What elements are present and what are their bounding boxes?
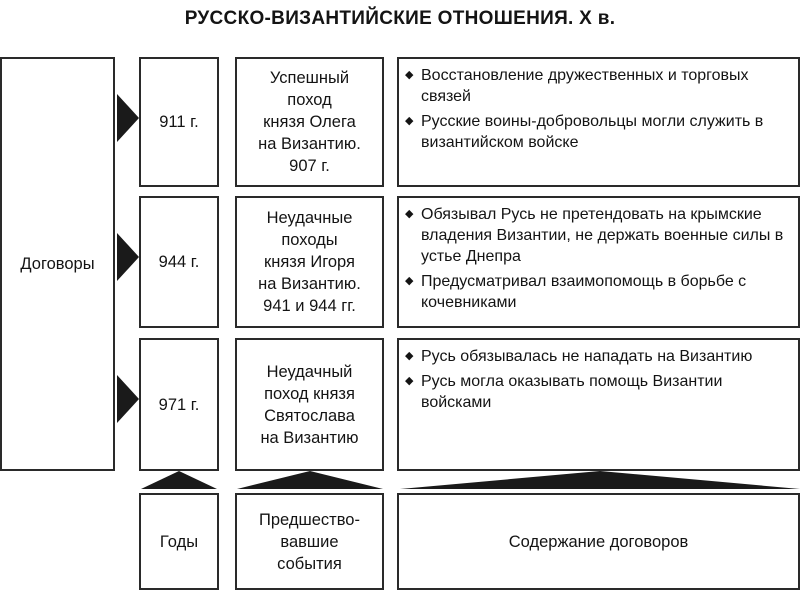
event-text: Неудачный поход князя Святослава на Византию: [260, 362, 359, 447]
arrow-right-icon: [117, 375, 139, 423]
content-cell: [397, 57, 800, 187]
arrow-up-icon: [141, 471, 217, 489]
content-item: ◆ Русские воины-добровольцы могли служить в византийском войске: [405, 111, 790, 153]
footer-events: [235, 493, 384, 590]
year-cell: [139, 338, 219, 471]
event-text: Успешный поход князя Олега на Византию. 907 г.: [258, 69, 361, 175]
event-cell: [235, 57, 384, 187]
year-text: 911 г.: [159, 113, 199, 131]
year-text: 971 г.: [158, 395, 200, 414]
content-item: ◆ Русь могла оказывать помощь Византии войсками: [405, 371, 790, 413]
treaties-label: Договоры: [20, 255, 95, 273]
event-cell: [235, 338, 384, 471]
content-item: ◆ Восстановление дружественных и торговых связей: [405, 65, 790, 107]
treaties-label-box: [0, 57, 115, 471]
event-cell: [235, 196, 384, 328]
footer-content: [397, 493, 800, 590]
content-cell: [397, 196, 800, 328]
arrow-right-icon: [117, 94, 139, 142]
year-cell: [139, 196, 219, 328]
arrow-up-icon: [237, 471, 383, 489]
footer-content-text: Содержание договоров: [508, 532, 689, 551]
content-item: ◆ Предусматривал взаимопомощь в борьбе с кочевниками: [405, 271, 790, 313]
content-item: ◆ Обязывал Русь не претендовать на крымские владения Византии, не держать военные силы в устье Днепра: [405, 204, 790, 267]
content-item: ◆ Русь обязывалась не нападать на Византию: [405, 346, 790, 367]
arrow-up-icon: [400, 471, 800, 489]
footer-years: [139, 493, 219, 590]
year-cell: [139, 57, 219, 187]
footer-years-text: Годы: [159, 532, 199, 551]
footer-events-text: Предшество- вавшие события: [259, 510, 360, 573]
year-text: 944 г.: [158, 253, 200, 271]
event-text: Неудачные походы князя Игоря на Византию. 941 и 944 гг.: [258, 209, 361, 315]
page-title: РУССКО-ВИЗАНТИЙСКИЕ ОТНОШЕНИЯ. X в.: [184, 8, 616, 29]
content-cell: [397, 338, 800, 471]
arrow-right-icon: [117, 233, 139, 281]
